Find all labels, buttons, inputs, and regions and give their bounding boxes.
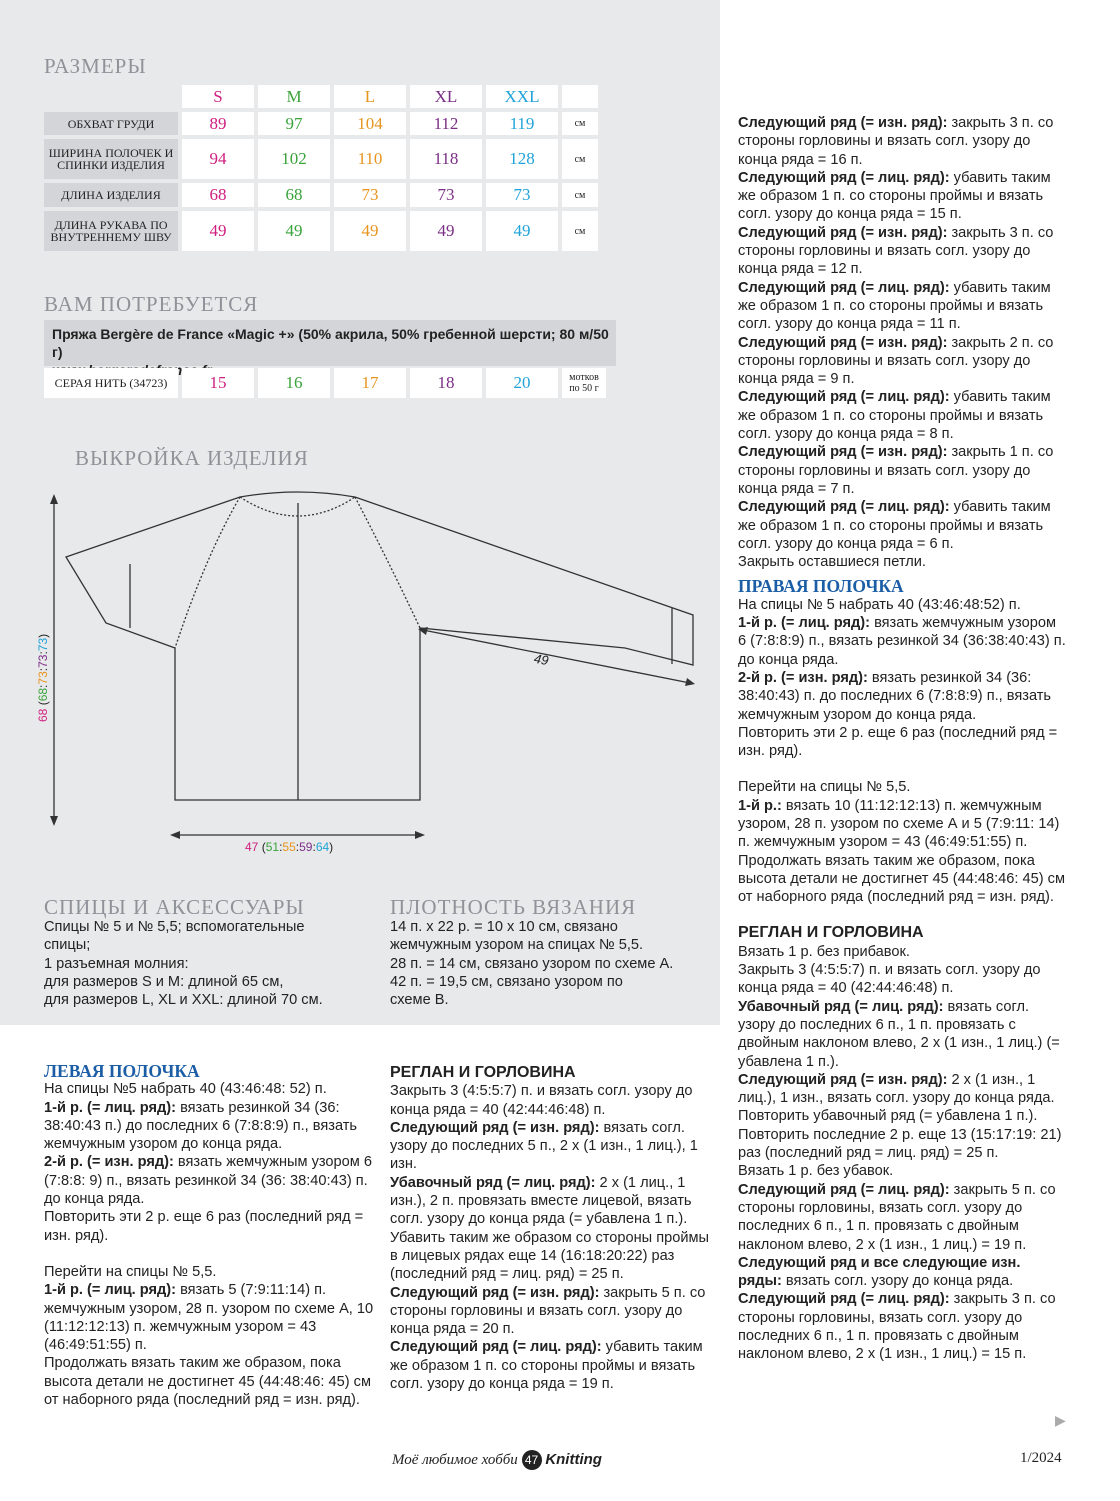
size-header-m: M bbox=[258, 85, 330, 108]
size-row-label: ШИРИНА ПОЛОЧЕК И СПИНКИ ИЗДЕЛИЯ bbox=[44, 139, 178, 179]
needs-title: ВАМ ПОТРЕБУЕТСЯ bbox=[44, 292, 259, 316]
left-front-title: ЛЕВАЯ ПОЛОЧКА bbox=[44, 1061, 200, 1081]
size-cell: 73 bbox=[486, 183, 558, 207]
page-number-badge: 47 bbox=[522, 1450, 542, 1470]
size-cell: 102 bbox=[258, 139, 330, 179]
size-header-xl: XL bbox=[410, 85, 482, 108]
yarn-box bbox=[44, 320, 616, 366]
yarn-line: Пряжа Bergère de France «Magic +» (50% акрила, 50% гребенной шерсти; 80 м/50 г) bbox=[52, 326, 609, 360]
size-cell: 89 bbox=[182, 112, 254, 135]
sizes-title: РАЗМЕРЫ bbox=[44, 54, 147, 78]
gauge-title: ПЛОТНОСТЬ ВЯЗАНИЯ bbox=[390, 895, 637, 919]
yarn-table bbox=[40, 364, 610, 402]
needles-text: Спицы № 5 и № 5,5; вспомогательные спицы; 1 разъемная молния: для размеров S и M: длиной 65 см, для размеров L, XL и XXL: длиной 70 см. bbox=[44, 919, 323, 1009]
size-cell: 118 bbox=[410, 139, 482, 179]
size-cell: 68 bbox=[258, 183, 330, 207]
next-page-arrow-icon[interactable]: ▶ bbox=[1055, 1412, 1066, 1428]
needles-title: СПИЦЫ И АКСЕССУАРЫ bbox=[44, 895, 305, 919]
raglan-left-section: РЕГЛАН И ГОРЛОВИНА Закрыть 3 (4:5:5:7) п. и вязать согл. узору до конца ряда = 40 (42:44:46:48) п. Следующий ряд (= изн. ряд): вязать согл. узору до последних 5 п., 2 х (1 изн., 1 лиц.), 1 изн. Убавочный ряд (= лиц. ряд): 2 х (1 лиц., 1 изн.), 2 п. провязать вместе лицевой, вязать согл. узору до конца ряда (= убавлена 1 п.). Убавить таким же образом со стороны проймы в лицевых рядах еще 14 (16:18:20:22) раз (последний ряд = лиц. ряд) = 25 п. Следующий ряд (= изн. ряд): закрыть 5 п. со стороны горловины и вязать согл. узору до конца ряда = 20 п. Следующий ряд (= лиц. ряд): убавить таким же образом 1 п. со стороны проймы и вязать согл. узору до конца ряда = 19 п. bbox=[390, 1064, 718, 1393]
pattern-title: ВЫКРОЙКА ИЗДЕЛИЯ bbox=[75, 446, 309, 470]
size-row-label: ДЛИНА ИЗДЕЛИЯ bbox=[44, 183, 178, 207]
size-unit: см bbox=[562, 139, 598, 179]
size-unit: см bbox=[562, 112, 598, 135]
size-cell: 73 bbox=[410, 183, 482, 207]
height-label: 68 (68:73:73:73) bbox=[36, 633, 50, 722]
yarn-cell: 16 bbox=[258, 368, 330, 398]
raglan-left-title: РЕГЛАН И ГОРЛОВИНА bbox=[390, 1064, 576, 1081]
size-row-label: ДЛИНА РУКАВА ПО ВНУТРЕННЕМУ ШВУ bbox=[44, 211, 178, 251]
size-cell: 49 bbox=[182, 211, 254, 251]
size-cell: 119 bbox=[486, 112, 558, 135]
size-header-l: L bbox=[334, 85, 406, 108]
width-label: 47 (51:55:59:64) bbox=[245, 840, 334, 854]
size-header-xxl: XXL bbox=[486, 85, 558, 108]
size-cell: 68 bbox=[182, 183, 254, 207]
size-cell: 104 bbox=[334, 112, 406, 135]
size-row-label: ОБХВАТ ГРУДИ bbox=[44, 112, 178, 135]
raglan-right-title: РЕГЛАН И ГОРЛОВИНА bbox=[738, 924, 924, 942]
size-unit: см bbox=[562, 211, 598, 251]
pattern-diagram bbox=[0, 480, 720, 860]
yarn-cell: 20 bbox=[486, 368, 558, 398]
size-cell: 128 bbox=[486, 139, 558, 179]
right-front-title: ПРАВАЯ ПОЛОЧКА bbox=[738, 576, 904, 597]
footer-issue: 1/2024 bbox=[1020, 1450, 1062, 1466]
size-cell: 112 bbox=[410, 112, 482, 135]
size-cell: 94 bbox=[182, 139, 254, 179]
size-cell: 49 bbox=[334, 211, 406, 251]
yarn-color-label: СЕРАЯ НИТЬ (34723) bbox=[44, 368, 178, 398]
size-cell: 97 bbox=[258, 112, 330, 135]
sleeve-label: 49 bbox=[532, 650, 550, 669]
right-column: Следующий ряд (= изн. ряд): закрыть 3 п. со стороны горловины и вязать согл. узору до конца ряда = 16 п. Следующий ряд (= лиц. ряд): убавить таким же образом 1 п. со стороны проймы и вязать согл. узору до конца ряда = 15 п. Следующий ряд (= изн. ряд): закрыть 3 п. со стороны горловины и вязать согл. узору до конца ряда = 12 п. Следующий ряд (= лиц. ряд): убавить таким же образом 1 п. со стороны проймы и вязать согл. узору до конца ряда = 11 п. Следующий ряд (= изн. ряд): закрыть 2 п. со стороны горловины и вязать согл. узору до конца ряда = 9 п. Следующий ряд (= лиц. ряд): убавить таким же образом 1 п. со стороны проймы и вязать согл. узору до конца ряда = 8 п. Следующий ряд (= изн. ряд): закрыть 1 п. со стороны горловины и вязать согл. узору до конца ряда = 7 п. Следующий ряд (= лиц. ряд): убавить таким же образом 1 п. со стороны проймы и вязать согл. узору до конца ряда = 6 п. Закрыть оставшиеся петли. ПРАВАЯ ПОЛОЧКА На спицы № 5 набрать 40 (43:46:48:52) п. 1-й р. (= лиц. ряд): вязать жемчужным узором 6 (7:8:8:9) п., вязать резинкой 34 (36:38:40:43) п. до конца ряда. 2-й р. (= изн. ряд): вязать резинкой 34 (36: 38:40:43) п. до последних 6 (7:8:8:9) п., вязать жемчужным узором до конца ряда. Повторить эти 2 р. еще 6 раз (последний ряд = изн. ряд). Перейти на спицы № 5,5. 1-й р.: вязать 10 (11:12:12:13) п. жемчужным узором, 28 п. узором по схеме А и 5 (7:9:11: 14) п. жемчужным узором = 43 (46:49:51:55) п. Продолжать вязать таким же образом, пока высота детали не достигнет 45 (44:48:46: 45) см от наборного ряда (последний ряд = изн. ряд). РЕГЛАН И ГОРЛОВИНА Вязать 1 р. без прибавок. Закрыть 3 (4:5:5:7) п. и вязать согл. узору до конца ряда = 40 (42:44:46:48) п. Убавочный ряд (= лиц. ряд): вязать согл. узору до последних 6 п., 1 п. провязать с двойным наклоном влево, 2 х (1 изн., 1 лиц.) (= убавлена 1 п.). Следующий ряд (= изн. ряд): 2 х (1 изн., 1 лиц.), 1 изн., вязать согл. узору до конца ряда. Повторить убавочный ряд (= убавлена 1 п.). Повторить последние 2 р. еще 13 (15:17:19: 21) раз (последний ряд = лиц. ряд) = 25 п. Вязать 1 р. без убавок. Следующий ряд (= лиц. ряд): закрыть 5 п. со стороны горловины, вязать согл. узору до последних 6 п., 1 п. провязать с двойным наклоном влево, 2 х (1 изн., 1 лиц.) = 19 п. Следующий ряд и все следующие изн. ряды: вязать согл. узору до конца ряда. Следующий ряд (= лиц. ряд): закрыть 3 п. со стороны горловины, вязать согл. узору до последних 6 п., 1 п. провязать с двойным наклоном влево, 2 х (1 изн., 1 лиц.) = 15 п. bbox=[738, 114, 1068, 1364]
size-cell: 110 bbox=[334, 139, 406, 179]
yarn-cell: 18 bbox=[410, 368, 482, 398]
yarn-unit: мотков по 50 г bbox=[562, 368, 606, 398]
yarn-cell: 15 bbox=[182, 368, 254, 398]
left-front-section: ЛЕВАЯ ПОЛОЧКА На спицы №5 набрать 40 (43:46:48: 52) п. 1-й р. (= лиц. ряд): вязать резинкой 34 (36: 38:40:43 п.) до последних 6 (7:8:8:9) п., вязать жемчужным узором до конца ряда. 2-й р. (= изн. ряд): вязать жемчужным узором 6 (7:8:8: 9) п., вязать резинкой 34 (36: 38:40:43) п. до конца ряда. Повторить эти 2 р. еще 6 раз (последний ряд = изн. ряд). Перейти на спицы № 5,5. 1-й р. (= лиц. ряд): вязать 5 (7:9:11:14) п. жемчужным узором, 28 п. узором по схеме А, 10 (11:12:12:13) п. жемчужным узором = 43 (46:49:51:55) п. Продолжать вязать таким же образом, пока высота детали не достигнет 45 (44:48:46: 45) см от наборного ряда (последний ряд = изн. ряд). bbox=[44, 1061, 374, 1409]
footer-magazine: Моё любимое хобби 47 Knitting bbox=[392, 1451, 602, 1468]
yarn-cell: 17 bbox=[334, 368, 406, 398]
size-cell: 49 bbox=[486, 211, 558, 251]
size-cell: 49 bbox=[410, 211, 482, 251]
gauge-text: 14 п. х 22 р. = 10 х 10 см, связано жемчужным узором на спицах № 5,5. 28 п. = 14 см, связано узором по схеме А. 42 п. = 19,5 см, связано узором по схеме В. bbox=[390, 919, 674, 1009]
size-cell: 49 bbox=[258, 211, 330, 251]
sizes-table bbox=[40, 81, 602, 255]
size-header-s: S bbox=[182, 85, 254, 108]
size-cell: 73 bbox=[334, 183, 406, 207]
size-unit: см bbox=[562, 183, 598, 207]
